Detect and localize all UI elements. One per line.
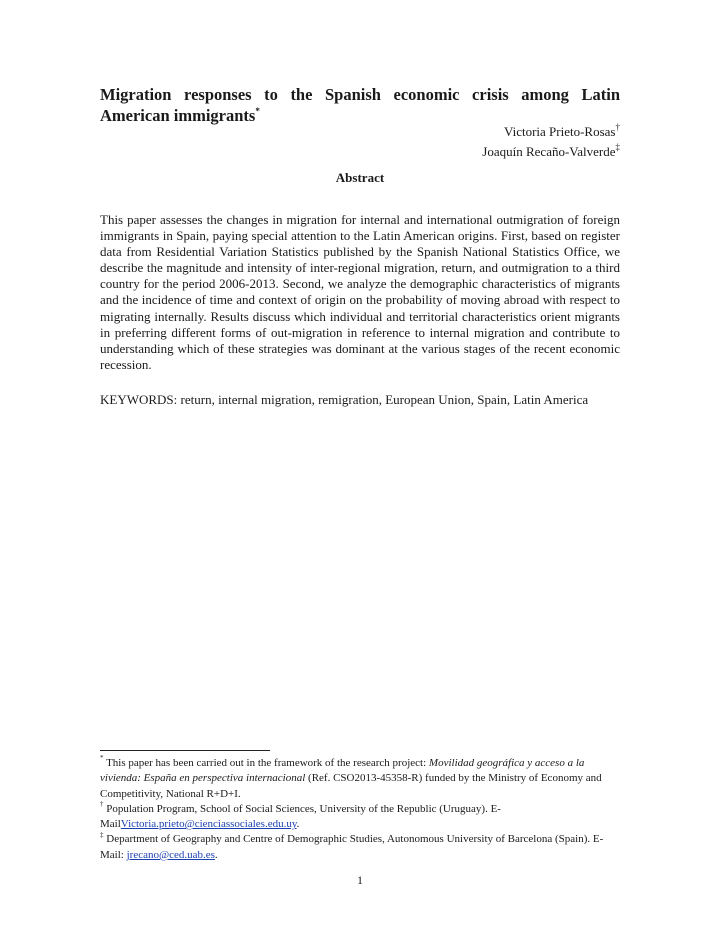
footnote-text: This paper has been carried out in the framework of the research project: <box>106 757 429 769</box>
author-2 <box>482 142 620 162</box>
abstract-body: This paper assesses the changes in migration for internal and international outmigration of foreign immigrants in Spain, paying special attention to the Latin American origins. First, based on register data from Residential Variation Statistics published by the Spanish National Statistics Office, we describe the magnitude and intensity of inter-regional migration, return, and outmigration to a third country for the period 2006-2013. Second, we analyze the demographic characteristics of migrants and the incidence of time and context of origin on the probability of moving abroad with respect to migrating internally. Results discuss which individual and territorial characteristics orient migrants in preferring different forms of out-migration in reference to internal migration and contribute to understanding which of these strategies was dominant at the various stages of the recent economic recession. <box>100 212 620 372</box>
page-number: 1 <box>357 873 363 887</box>
author-name: Victoria Prieto-Rosas <box>503 124 616 139</box>
title-line-2: American immigrants <box>100 106 256 125</box>
author-1 <box>482 122 620 142</box>
footnote-divider <box>100 750 270 751</box>
project-title: Movilidad geográfica y acceso a la vivienda: España en perspectiva internacional <box>100 757 585 785</box>
footnote-author-2 <box>100 832 622 863</box>
paper-title <box>100 84 620 126</box>
abstract-heading: Abstract <box>335 170 385 185</box>
title-line-1: Migration responses to the Spanish economic crisis among Latin <box>100 85 620 104</box>
email-link[interactable]: jrecano@ced.uab.es <box>126 848 215 861</box>
keywords: KEYWORDS: return, internal migration, remigration, European Union, Spain, Latin America <box>100 392 589 407</box>
footnote-text-end: (Ref. CSO2013-45358-R) funded by the Ministry of Economy and Competitivity, National R+D+I. <box>100 772 602 800</box>
footnote-period: . <box>296 818 300 831</box>
email-link[interactable]: Victoria.prieto@cienciassociales.edu.uy <box>120 818 297 831</box>
author-name: Joaquín Recaño-Valverde <box>482 144 616 159</box>
footnote-marker: † <box>100 800 104 809</box>
footnote-marker: * <box>100 754 104 763</box>
footnote-funding <box>100 756 622 802</box>
footnote-author-1 <box>100 802 622 833</box>
footnote-period: . <box>214 848 218 861</box>
footnote-text: Department of Geography and Centre of Demographic Studies, Autonomous University of Barcelona (Spain). E-Mail: <box>100 833 604 861</box>
author-footnote-marker[interactable]: † <box>615 121 620 132</box>
footnote-text: Population Program, School of Social Sciences, University of the Republic (Uruguay). E-Mail <box>100 802 501 831</box>
author-footnote-marker[interactable]: ‡ <box>615 141 620 152</box>
footnote-marker: ‡ <box>100 830 104 839</box>
author-list <box>482 122 620 162</box>
title-footnote-marker[interactable]: * <box>255 105 260 116</box>
footnotes <box>100 756 622 863</box>
